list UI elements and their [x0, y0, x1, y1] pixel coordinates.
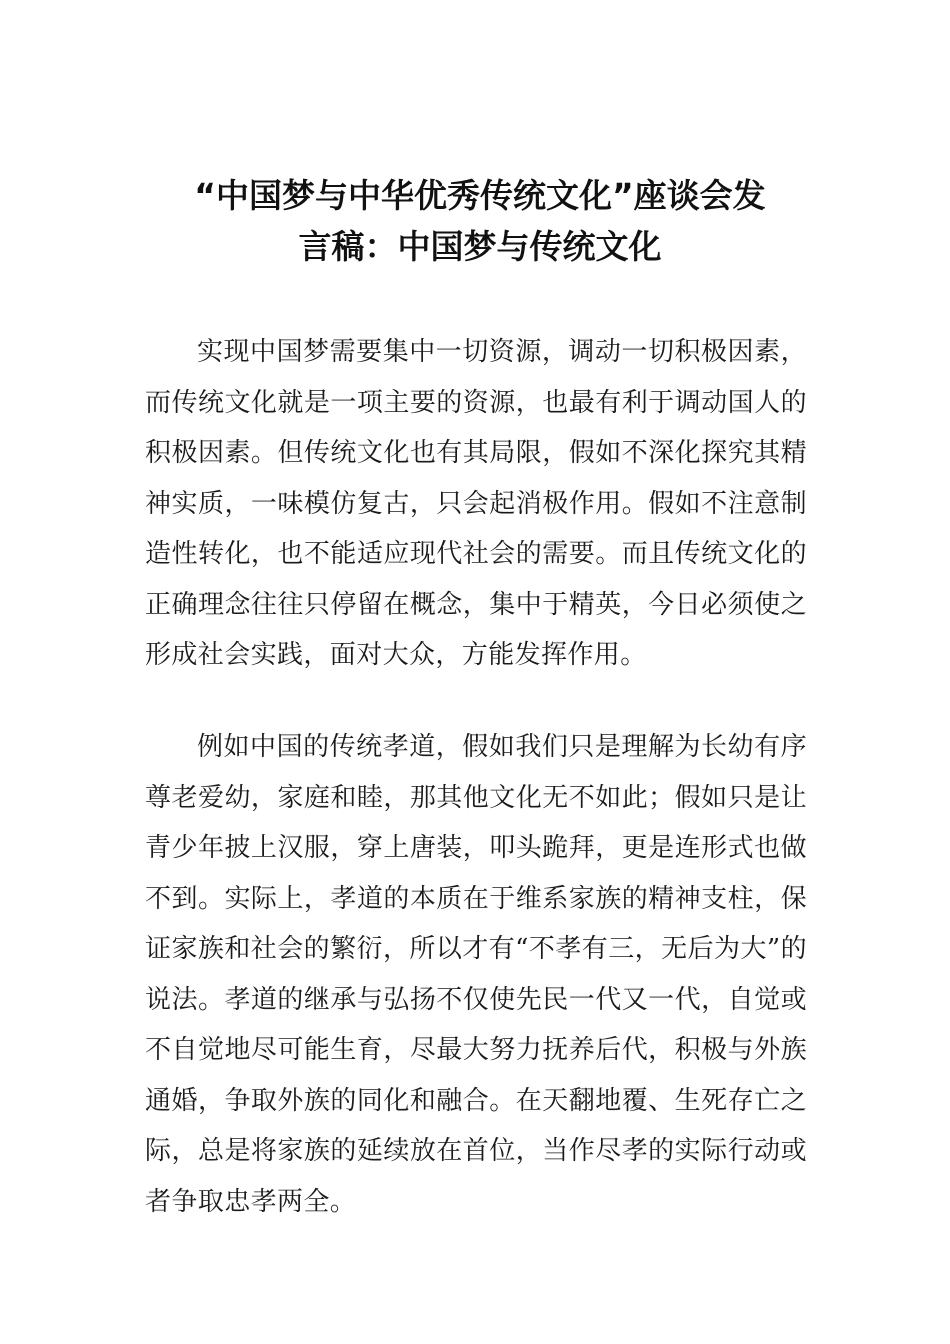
document-title: [150, 170, 810, 272]
title-line-1: “中国梦与中华优秀传统文化”座谈会发: [194, 176, 766, 215]
paragraph-1: 实现中国梦需要集中一切资源，调动一切积极因素，而传统文化就是一项主要的资源，也最有利于调动国人的积极因素。但传统文化也有其局限，假如不深化探究其精神实质，一味模仿复古，只会起消极作用。假如不注意制造性转化，也不能适应现代社会的需要。而且传统文化的正确理念往往只停留在概念，集中于精英，今日必须使之形成社会实践，面对大众，方能发挥作用。: [145, 337, 807, 670]
paragraph-2: 例如中国的传统孝道，假如我们只是理解为长幼有序尊老爱幼，家庭和睦，那其他文化无不如此；假如只是让青少年披上汉服，穿上唐装，叩头跪拜，更是连形式也做不到。实际上，孝道的本质在于维系家族的精神支柱，保证家族和社会的繁衍，所以才有“不孝有三，无后为大”的说法。孝道的继承与弘扬不仅使先民一代又一代，自觉或不自觉地尽可能生育，尽最大努力抚养后代，积极与外族通婚，争取外族的同化和融合。在天翻地覆、生死存亡之际，总是将家族的延续放在首位，当作尽孝的实际行动或者争取忠孝两全。: [145, 732, 807, 1217]
title-line-2: 言稿：中国梦与传统文化: [298, 227, 662, 266]
